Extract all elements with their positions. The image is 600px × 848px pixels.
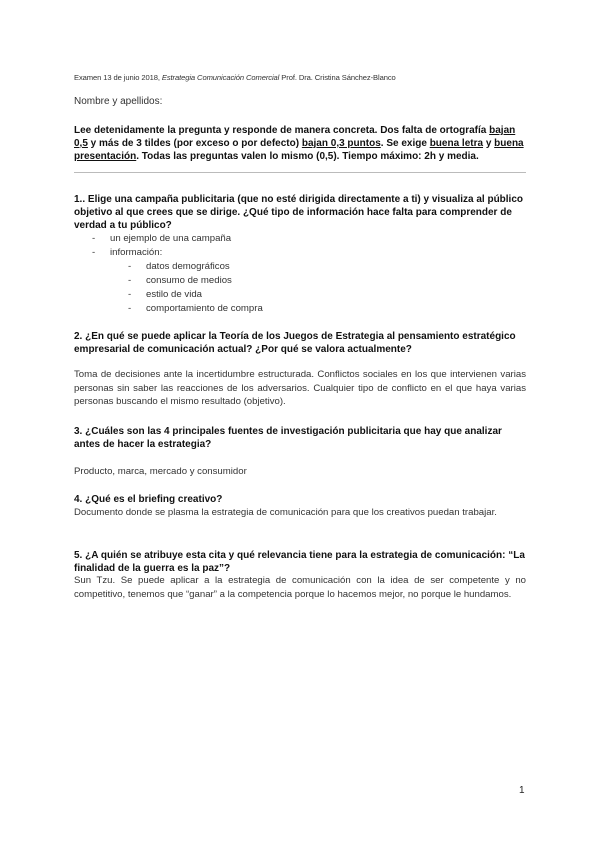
instructions-underline: bajan 0,3 puntos bbox=[301, 138, 381, 149]
sub-list-item: - estilo de vida bbox=[128, 289, 202, 300]
instructions-text: y bbox=[483, 138, 495, 149]
list-item-text: datos demográficos bbox=[146, 261, 230, 272]
instructions-text: Lee detenidamente la pregunta y responde de manera concreta. Dos falta de ortografía bbox=[74, 125, 490, 136]
answer-3: Producto, marca, mercado y consumidor bbox=[74, 466, 247, 477]
answer-5: Sun Tzu. Se puede aplicar a la estrategia de comunicación con la idea de ser competente y no competitivo, tenemos que “ganar” a la competencia porque lo hacemos mejor, no porque le hundamos. bbox=[74, 575, 526, 600]
list-item-text: estilo de vida bbox=[146, 289, 202, 300]
question-3: 3. ¿Cuáles son las 4 principales fuentes de investigación publicitaria que hay que analizar antes de hacer la estrategia? bbox=[74, 426, 502, 450]
question-5: 5. ¿A quién se atribuye esta cita y qué relevancia tiene para la estrategia de comunicación: “La finalidad de la guerra es la paz”? bbox=[74, 550, 525, 574]
question-4: 4. ¿Qué es el briefing creativo? bbox=[74, 494, 223, 505]
question-1: 1.. Elige una campaña publicitaria (que no esté dirigida directamente a ti) y visualiza al público objetivo al que crees que se dirige. ¿Qué tipo de información hace falta para comprender de verdad a tu público? bbox=[74, 194, 524, 231]
page-number: 1 bbox=[519, 785, 525, 796]
list-item: - un ejemplo de una campaña bbox=[92, 233, 232, 244]
instructions bbox=[74, 124, 526, 163]
header-date: Examen 13 de junio 2018, bbox=[74, 73, 160, 82]
list-item-text: comportamiento de compra bbox=[146, 303, 263, 314]
header-subject: Estrategia Comunicación Comercial bbox=[161, 73, 280, 82]
list-item-text: consumo de medios bbox=[146, 275, 232, 286]
name-label: Nombre y apellidos: bbox=[74, 96, 163, 107]
instructions-underline: bajan 0,5 bbox=[74, 125, 516, 149]
answer-4: Documento donde se plasma la estrategia de comunicación para que los creativos puedan trabajar. bbox=[74, 507, 497, 518]
instructions-text: y más de 3 tildes (por exceso o por defecto) bbox=[87, 138, 302, 149]
header-professor: Prof. Dra. Cristina Sánchez-Blanco bbox=[281, 73, 396, 82]
list-item-text: un ejemplo de una campaña bbox=[110, 233, 232, 244]
sub-list-item: - datos demográficos bbox=[128, 261, 230, 272]
answer-2: Toma de decisiones ante la incertidumbre estructurada. Conflictos sociales en los que intervienen varias personas sin saber las reacciones de los adversarios. Cualquier tipo de conflicto en el que haya varias personas buscando el mismo resultado (objetivo). bbox=[74, 369, 526, 407]
sub-list-item: - comportamiento de compra bbox=[128, 303, 263, 314]
instructions-underline: buena presentación bbox=[74, 138, 524, 162]
list-item-text: información: bbox=[110, 247, 163, 258]
instructions-text: . Se exige bbox=[380, 138, 430, 149]
instructions-underline: buena letra bbox=[429, 138, 484, 149]
divider bbox=[74, 172, 526, 173]
sub-list-item: - consumo de medios bbox=[128, 275, 232, 286]
list-item: - información: bbox=[92, 247, 163, 258]
question-2: 2. ¿En qué se puede aplicar la Teoría de los Juegos de Estrategia al pensamiento estratégico empresarial de comunicación actual? ¿Por qué se valora actualmente? bbox=[74, 331, 516, 355]
instructions-text: . Todas las preguntas valen lo mismo (0,5). Tiempo máximo: 2h y media. bbox=[136, 151, 479, 162]
exam-header bbox=[74, 73, 396, 82]
